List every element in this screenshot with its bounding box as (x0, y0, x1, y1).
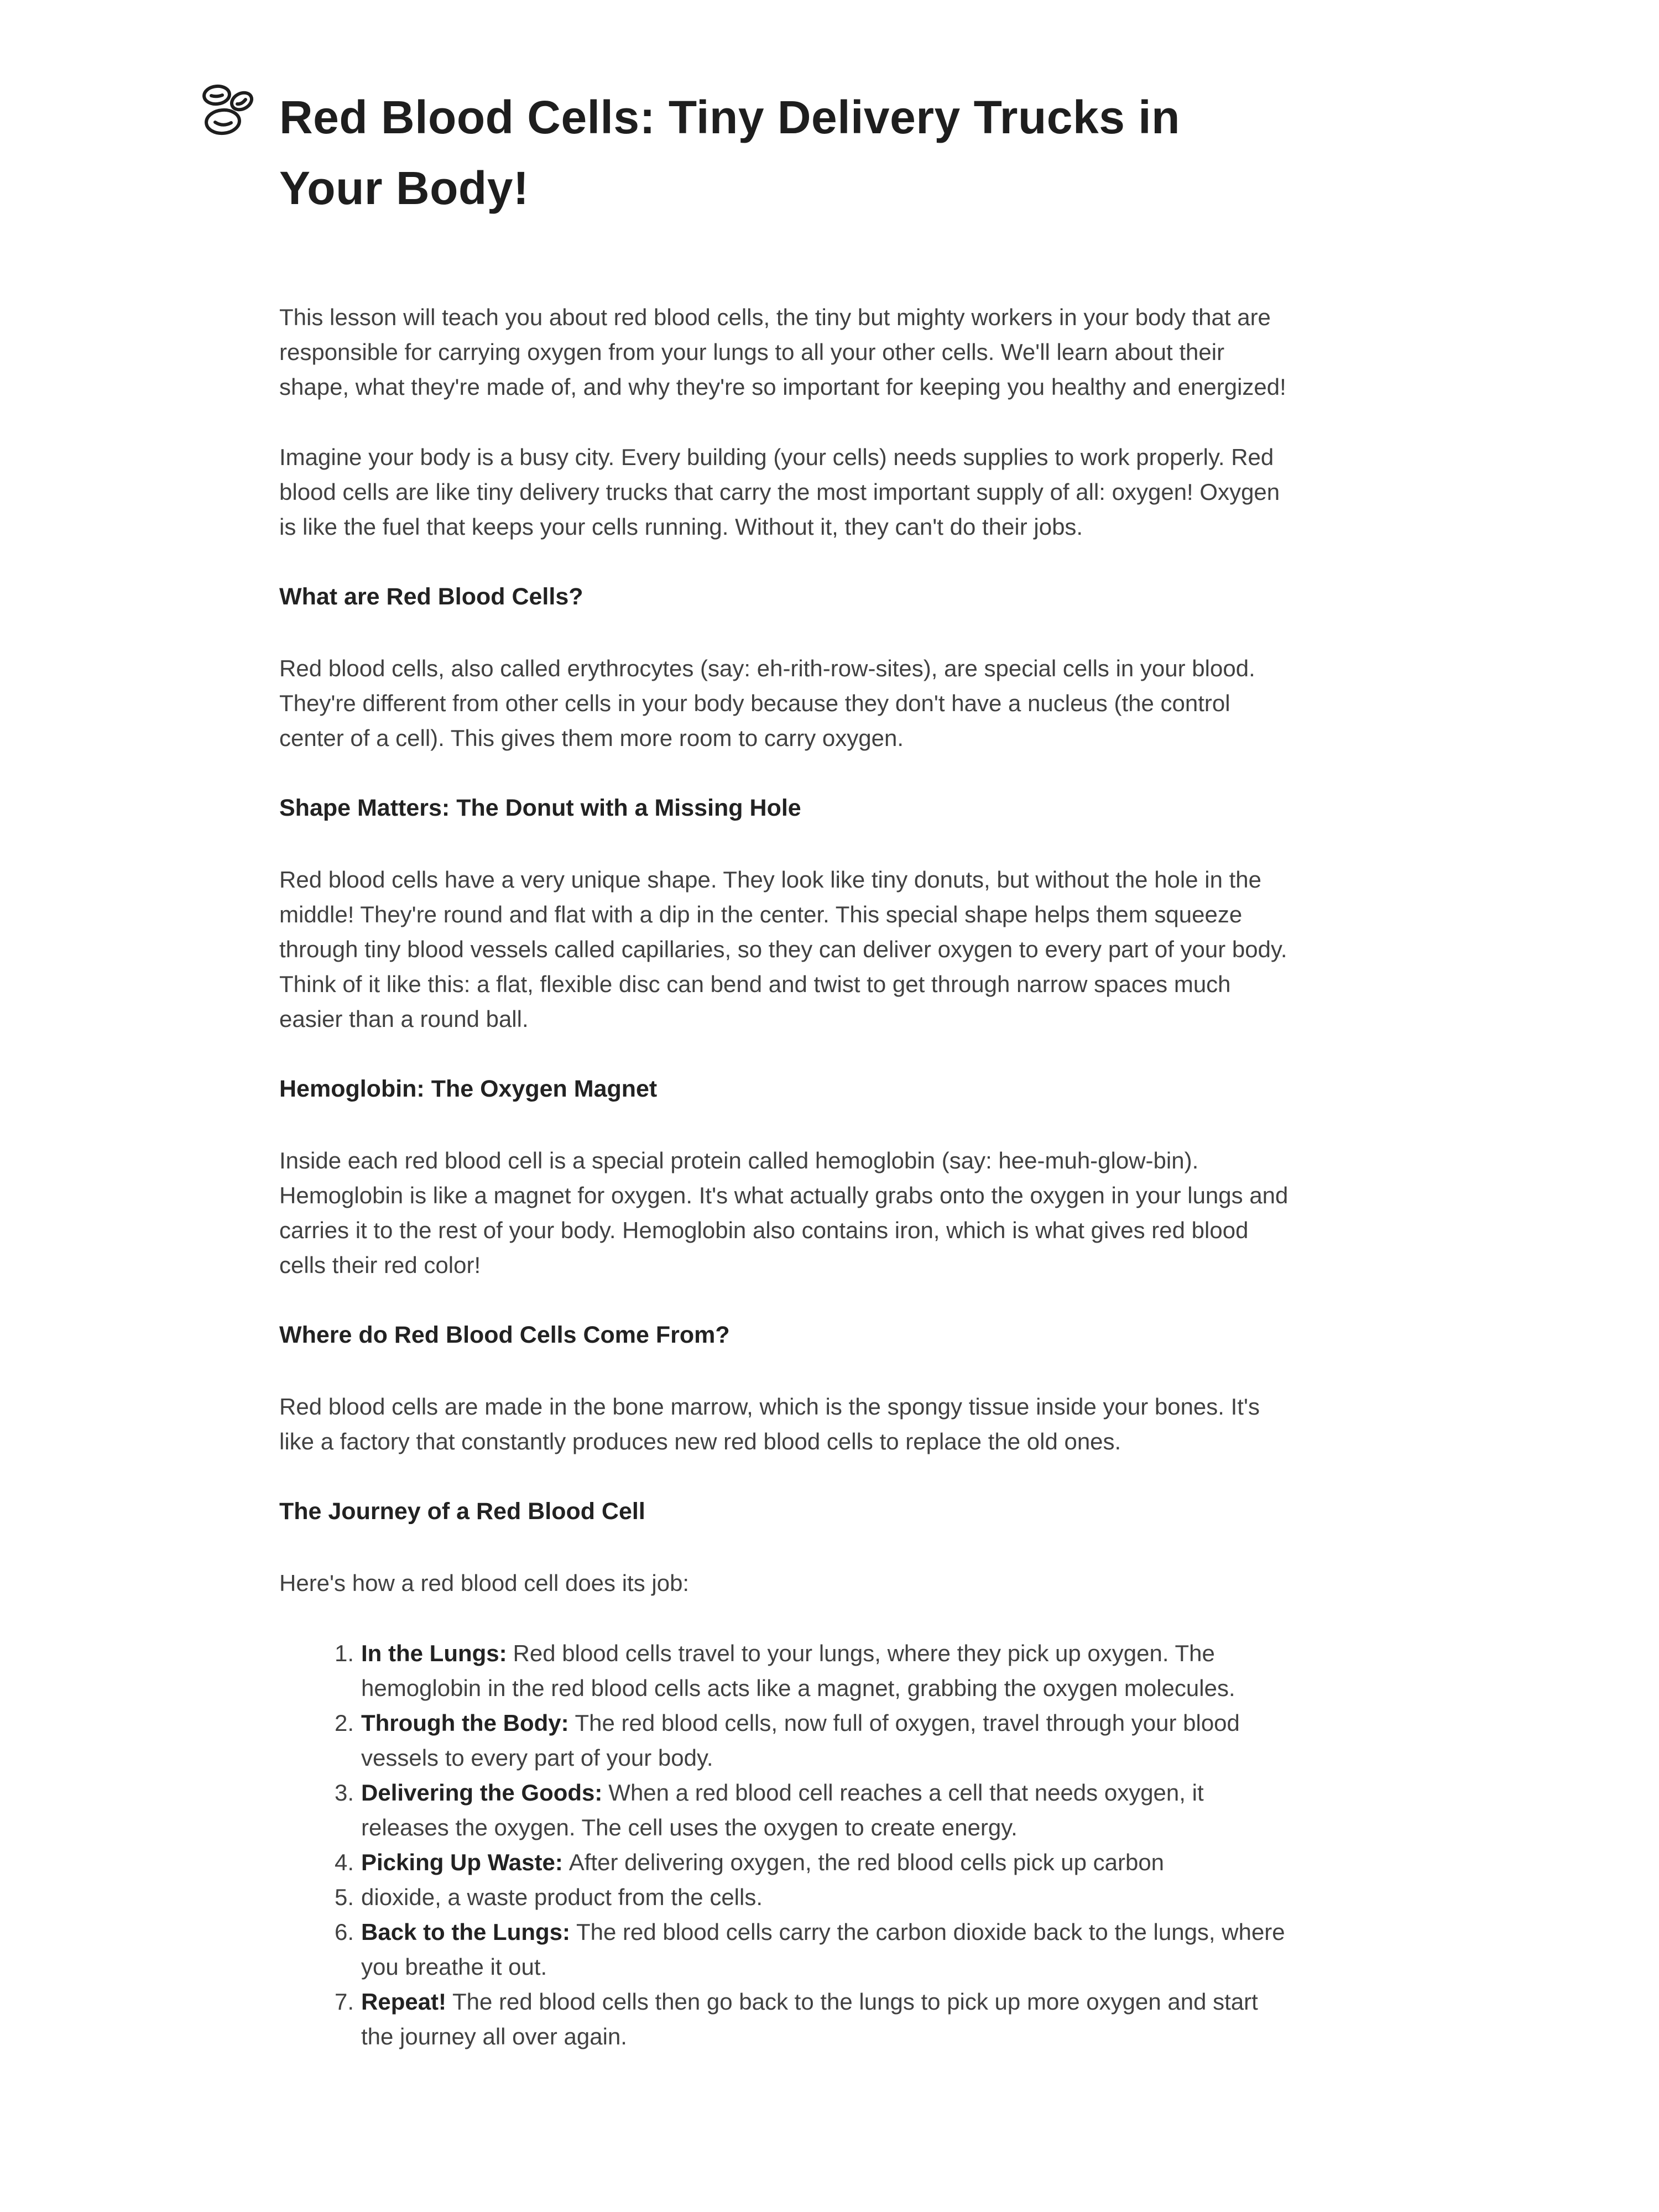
list-item-text: The red blood cells, now full of oxygen, travel through your blood vessels to every part of your body. (361, 1710, 1240, 1771)
list-item-text: The red blood cells carry the carbon dioxide back to the lungs, where you breathe it out. (361, 1919, 1285, 1980)
list-item-number: 4. (334, 1849, 354, 1875)
list-item-number: 3. (334, 1780, 354, 1806)
list-item-text: dioxide, a waste product from the cells. (361, 1884, 763, 1910)
page-title (279, 82, 1294, 223)
paragraph-journey-lead: Here's how a red blood cell does its job: (279, 1570, 690, 1596)
list-item-text: When a red blood cell reaches a cell that needs oxygen, it releases the oxygen. The cell uses the oxygen to create energy. (361, 1780, 1204, 1840)
section-heading-shape-matters: Shape Matters: The Donut with a Missing Hole (279, 795, 801, 821)
section-heading-what-are-rbc: What are Red Blood Cells? (279, 583, 583, 610)
red-blood-cells-icon (202, 83, 257, 138)
list-item (279, 1845, 1294, 1880)
journey-steps-list (279, 1636, 1294, 2054)
page-title-line: Red Blood Cells: Tiny Delivery Trucks in (279, 91, 1180, 143)
list-item-number: 1. (334, 1640, 354, 1666)
list-item (279, 1705, 1294, 1775)
list-item-body (354, 1984, 1294, 2054)
paragraph-shape-matters: Red blood cells have a very unique shape. They look like tiny donuts, but without the hole in the middle! They're round and flat with a dip in the center. This special shape helps them squeeze through tiny blood vessels called capillaries, so they can deliver oxygen to every part of your body. Think of it like this: a flat, flexible disc can bend and twist to get through narrow spaces much easier than a round ball. (279, 867, 1287, 1032)
list-item-number: 2. (334, 1710, 354, 1736)
list-item (279, 1636, 1294, 1705)
paragraph-hemoglobin: Inside each red blood cell is a special protein called hemoglobin (say: hee-muh-glow-bin). Hemoglobin is like a magnet for oxygen. It's what actually grabs onto the oxygen in your lungs and carries it to the rest of your body. Hemoglobin also contains iron, which is what gives red blood cells their red color! (279, 1147, 1288, 1278)
paragraph-where-from: Red blood cells are made in the bone marrow, which is the spongy tissue inside your bones. It's like a factory that constantly produces new red blood cells to replace the old ones. (279, 1394, 1260, 1454)
list-item-body (354, 1705, 1294, 1775)
list-item-label: Repeat! (361, 1989, 447, 2015)
list-item-text: The red blood cells then go back to the lungs to pick up more oxygen and start the journey all over again. (361, 1989, 1258, 2049)
document-content (279, 82, 1294, 2054)
list-item (279, 1984, 1294, 2054)
section-heading-where-from: Where do Red Blood Cells Come From? (279, 1322, 730, 1348)
list-item-label: Back to the Lungs: (361, 1919, 571, 1945)
list-item-label: In the Lungs: (361, 1640, 507, 1666)
list-item (279, 1880, 1294, 1914)
list-item-text: Red blood cells travel to your lungs, where they pick up oxygen. The hemoglobin in the red blood cells acts like a magnet, grabbing the oxygen molecules. (361, 1640, 1235, 1701)
section-heading-hemoglobin: Hemoglobin: The Oxygen Magnet (279, 1076, 658, 1102)
list-item-number: 7. (334, 1989, 354, 2015)
list-item-label: Delivering the Goods: (361, 1780, 603, 1806)
list-item (279, 1775, 1294, 1845)
list-item-body (354, 1636, 1294, 1705)
page-title-line: Your Body! (279, 162, 529, 214)
list-item-body (354, 1845, 1294, 1880)
list-item-label: Picking Up Waste: (361, 1849, 563, 1875)
list-item-label: Through the Body: (361, 1710, 569, 1736)
section-heading-journey: The Journey of a Red Blood Cell (279, 1498, 645, 1525)
page-header (279, 82, 1294, 223)
list-item-text: After delivering oxygen, the red blood cells pick up carbon (568, 1849, 1165, 1875)
list-item-number: 5. (334, 1884, 354, 1910)
list-item-body (354, 1775, 1294, 1845)
list-item (279, 1914, 1294, 1984)
list-item-body (354, 1914, 1294, 1984)
paragraph-intro-2: Imagine your body is a busy city. Every building (your cells) needs supplies to work properly. Red blood cells are like tiny delivery trucks that carry the most important supply of all: oxygen! Oxygen is like the fuel that keeps your cells running. Without it, they can't do their jobs. (279, 444, 1280, 540)
paragraph-intro-1: This lesson will teach you about red blood cells, the tiny but mighty workers in your body that are responsible for carrying oxygen from your lungs to all your other cells. We'll learn about their shape, what they're made of, and why they're so important for keeping you healthy and energized! (279, 304, 1286, 400)
list-item-number: 6. (334, 1919, 354, 1945)
list-item-body (354, 1880, 1294, 1914)
paragraph-what-are-rbc: Red blood cells, also called erythrocytes (say: eh-rith-row-sites), are special cells in your blood. They're different from other cells in your body because they don't have a nucleus (the control center of a cell). This gives them more room to carry oxygen. (279, 655, 1255, 751)
